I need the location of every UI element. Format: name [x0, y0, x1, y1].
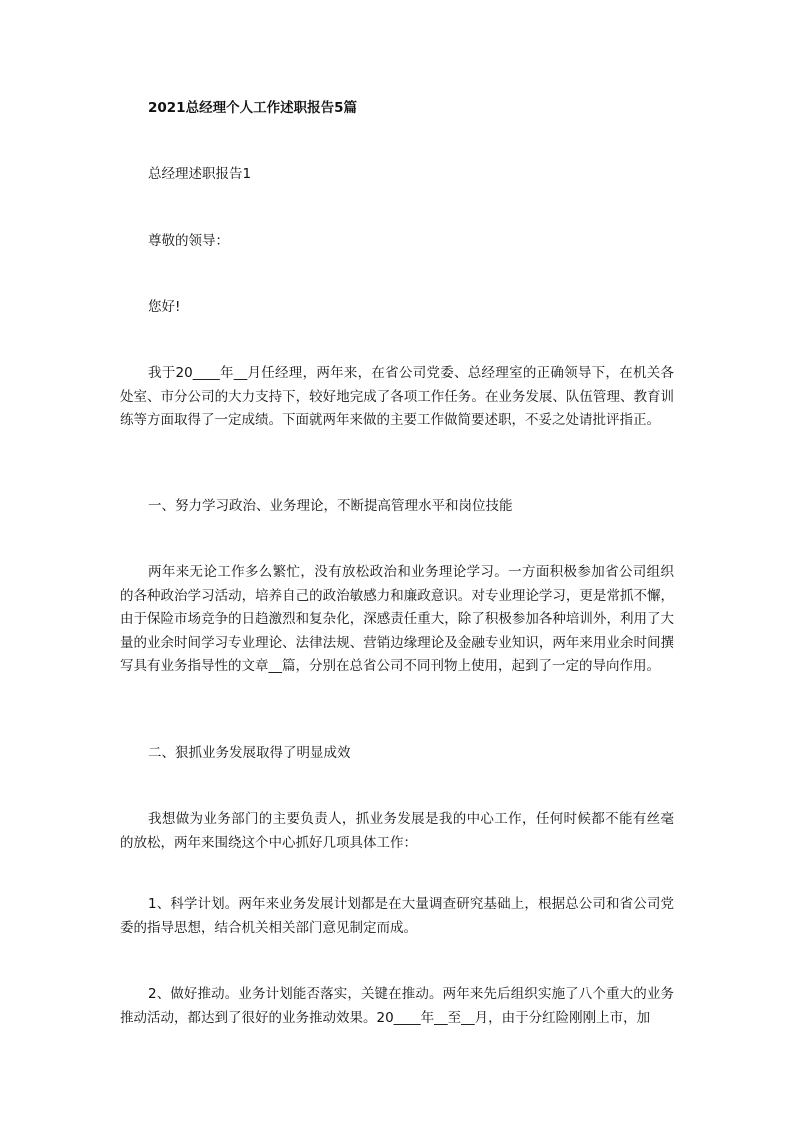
document-title: 2021总经理个人工作述职报告5篇: [148, 100, 357, 116]
salutation: 尊敬的领导：: [148, 233, 229, 249]
section-heading-2: 二、狠抓业务发展取得了明显成效: [148, 745, 351, 761]
paragraph-planning: 1、科学计划。两年来业务发展计划都是在大量调查研究基础上，根据总公司和省公司党委的指导思想，结合机关相关部门意见制定而成。: [120, 896, 674, 936]
document-subtitle: 总经理述职报告1: [148, 166, 252, 182]
paragraph-promotion: 2、做好推动。业务计划能否落实，关键在推动。两年来先后组织实施了八个重大的业务推动活动，都达到了很好的业务推动效果。20____年__至__月，由于分红险刚刚上市，加: [120, 986, 674, 1026]
paragraph-intro: 我于20____年__月任经理，两年来，在省公司党委、总经理室的正确领导下，在机关各处室、市分公司的大力支持下，较好地完成了各项工作任务。在业务发展、队伍管理、教育训练等方面取得了一定成绩。下面就两年来做的主要工作做简要述职，不妥之处请批评指正。: [120, 365, 674, 428]
paragraph-business-focus: 我想做为业务部门的主要负责人，抓业务发展是我的中心工作，任何时候都不能有丝毫的放松，两年来围绕这个中心抓好几项具体工作：: [120, 811, 674, 851]
section-heading-1: 一、努力学习政治、业务理论，不断提高管理水平和岗位技能: [148, 498, 513, 514]
greeting: 您好!: [148, 299, 181, 315]
paragraph-study: 两年来无论工作多么繁忙，没有放松政治和业务理论学习。一方面积极参加省公司组织的各种政治学习活动，培养自己的政治敏感力和廉政意识。对专业理论学习，更是常抓不懈，由于保险市场竞争的日趋激烈和复杂化，深感责任重大，除了积极参加各种培训外，利用了大量的业余时间学习专业理论、法律法规、营销边缘理论及金融专业知识，两年来用业余时间撰写具有业务指导性的文章__篇，分别在总省公司不同刊物上使用，起到了一定的导向作用。: [120, 564, 674, 674]
